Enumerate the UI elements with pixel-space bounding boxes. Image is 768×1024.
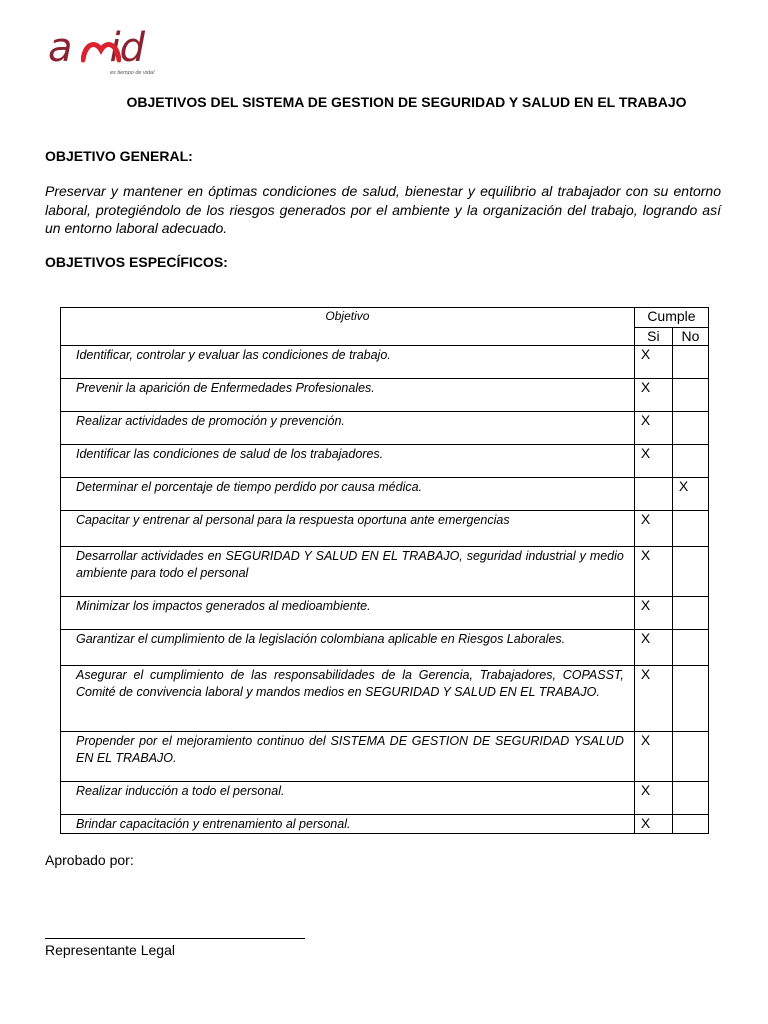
general-objective-text: Preservar y mantener en óptimas condiciones de salud, bienestar y equilibrio al trabajador con su entorno laboral, protegiéndolo de los riesgos generados por el ambiente y la organización del trabajo, logrando así un entorno laboral adecuado. (45, 183, 721, 236)
table-row (61, 630, 709, 666)
no-mark (672, 379, 708, 412)
objective-text: Asegurar el cumplimiento de las responsabilidades de la Gerencia, Trabajadores, COPASST, Comité de convivencia laboral y mandos medios en SEGURIDAD Y SALUD EN EL TRABAJO. (61, 666, 635, 732)
signer-title: Representante Legal (45, 942, 175, 958)
header-cumple: Cumple (634, 308, 708, 328)
si-mark: X (634, 630, 672, 666)
si-mark: X (634, 782, 672, 815)
si-mark (634, 478, 672, 511)
header-no: No (672, 327, 708, 346)
no-mark (672, 547, 708, 597)
document-title: OBJETIVOS DEL SISTEMA DE GESTION DE SEGURIDAD Y SALUD EN EL TRABAJO (126, 94, 687, 110)
table-row (61, 346, 709, 379)
no-mark (672, 412, 708, 445)
no-mark (672, 511, 708, 547)
table-row (61, 478, 709, 511)
no-mark (672, 666, 708, 732)
objective-text: Capacitar y entrenar al personal para la respuesta oportuna ante emergencias (61, 511, 635, 547)
table-row (61, 782, 709, 815)
objective-text: Realizar inducción a todo el personal. (61, 782, 635, 815)
no-mark (672, 346, 708, 379)
no-mark (672, 732, 708, 782)
objective-text: Propender por el mejoramiento continuo del SISTEMA DE GESTION DE SEGURIDAD YSALUD EN EL TRABAJO. (61, 732, 635, 782)
no-mark (672, 782, 708, 815)
objective-text: Minimizar los impactos generados al medioambiente. (61, 597, 635, 630)
logo-tagline: es tiempo de vida! (110, 70, 155, 76)
objectives-table (60, 307, 709, 834)
header-objective: Objetivo (61, 308, 635, 346)
si-mark: X (634, 732, 672, 782)
logo-wordmark: a id (48, 25, 145, 71)
objective-text: Brindar capacitación y entrenamiento al personal. (61, 815, 635, 834)
table-row (61, 597, 709, 630)
si-mark: X (634, 511, 672, 547)
no-mark: X (672, 478, 708, 511)
si-mark: X (634, 379, 672, 412)
objective-text: Identificar, controlar y evaluar las condiciones de trabajo. (61, 346, 635, 379)
table-row (61, 547, 709, 597)
objective-text: Determinar el porcentaje de tiempo perdido por causa médica. (61, 478, 635, 511)
si-mark: X (634, 597, 672, 630)
table-row (61, 666, 709, 732)
specific-objectives-heading: OBJETIVOS ESPECÍFICOS: (45, 254, 228, 270)
objective-text: Realizar actividades de promoción y prevención. (61, 412, 635, 445)
si-mark: X (634, 547, 672, 597)
table-row (61, 412, 709, 445)
no-mark (672, 815, 708, 834)
si-mark: X (634, 445, 672, 478)
approved-by-label: Aprobado por: (45, 852, 134, 868)
no-mark (672, 597, 708, 630)
objective-text: Identificar las condiciones de salud de los trabajadores. (61, 445, 635, 478)
table-row (61, 815, 709, 834)
table-row (61, 445, 709, 478)
company-logo (48, 26, 170, 86)
signature-line (45, 938, 305, 939)
table-row (61, 511, 709, 547)
si-mark: X (634, 346, 672, 379)
header-si: Si (634, 327, 672, 346)
si-mark: X (634, 412, 672, 445)
general-objective-heading: OBJETIVO GENERAL: (45, 148, 193, 164)
table-row (61, 732, 709, 782)
si-mark: X (634, 815, 672, 834)
objective-text: Desarrollar actividades en SEGURIDAD Y SALUD EN EL TRABAJO, seguridad industrial y medio ambiente para todo el personal (61, 547, 635, 597)
no-mark (672, 445, 708, 478)
heart-icon (81, 38, 121, 64)
objective-text: Garantizar el cumplimiento de la legislación colombiana aplicable en Riesgos Laborales. (61, 630, 635, 666)
si-mark: X (634, 666, 672, 732)
table-row (61, 379, 709, 412)
no-mark (672, 630, 708, 666)
objective-text: Prevenir la aparición de Enfermedades Profesionales. (61, 379, 635, 412)
